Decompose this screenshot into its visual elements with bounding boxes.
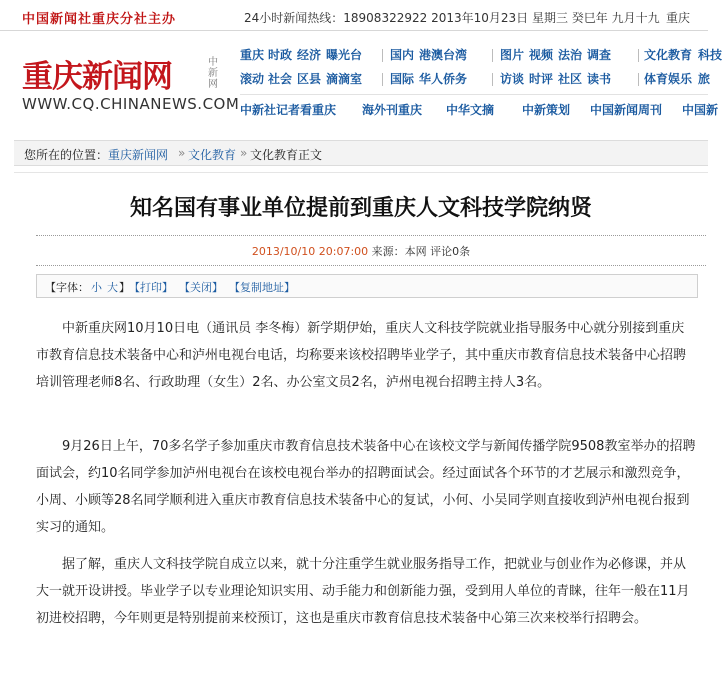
breadcrumb-prefix: 您所在的位置： (24, 148, 109, 162)
article-paragraph: 9月26日上午，70多名学子参加重庆市教育信息技术装备中心在该校文学与新闻传播学院9508教室举办的招聘面试会，约10名同学参加泸州电视台在该校电视台举办的招聘面试会。经过面试各个环节的才艺展示和激烈竞争，小周、小顾等28名同学顺利进入重庆市教育信息技术装备中心的复试，小何、小吴同学则直接收到泸州电视台报到实习的通知。 (36, 439, 696, 535)
close-button[interactable]: 【关闭】 (179, 281, 223, 294)
breadcrumb-section[interactable]: 文化教育 (188, 148, 237, 162)
logo-domain: WWW.CQ.CHINANEWS.COM (22, 95, 240, 113)
nav-divider (638, 73, 639, 86)
nav-item[interactable]: 科技 (698, 48, 722, 62)
breadcrumb-home[interactable]: 重庆新闻网 (108, 148, 169, 162)
feature-link[interactable]: 中新社记者看重庆 (240, 103, 337, 117)
print-button[interactable]: 【打印】 (129, 281, 173, 294)
font-size-close: 】 (119, 281, 130, 294)
article-toolbar (36, 274, 698, 298)
font-size-label: 【字体： (45, 281, 89, 294)
city-weather[interactable]: 重庆 (666, 11, 691, 25)
article-title: 知名国有事业单位提前到重庆人文科技学院纳贤 (129, 196, 592, 221)
logo-sub: 中新网 (208, 57, 218, 90)
nav-item[interactable]: 图片 (500, 48, 525, 62)
breadcrumb-separator: » (240, 146, 248, 160)
breadcrumb (14, 140, 708, 166)
nav-item[interactable]: 国际 (390, 72, 415, 86)
nav-item[interactable]: 文化教育 (644, 48, 693, 62)
site-header (0, 31, 722, 123)
nav-item[interactable]: 调查 (587, 48, 612, 62)
nav-item[interactable]: 滚动 (240, 72, 265, 86)
nav-item[interactable]: 区县 (297, 72, 322, 86)
nav-item[interactable]: 社区 (558, 72, 583, 86)
nav-item[interactable]: 时评 (529, 72, 554, 86)
meta-divider (36, 265, 706, 266)
article-comments[interactable]: 评论0条 (430, 245, 471, 258)
nav-item[interactable]: 重庆 (240, 48, 265, 62)
nav-divider (382, 73, 383, 86)
feature-link[interactable]: 中新策划 (522, 103, 571, 117)
feature-link[interactable]: 中华文摘 (446, 103, 495, 117)
nav-item[interactable]: 经济 (297, 48, 322, 62)
article-paragraph: 据了解，重庆人文科技学院自成立以来，就十分注重学生就业服务指导工作，把就业与创业作为必修课，并从大一就开设讲授。毕业学子以专业理论知识实用、动手能力和创新能力强，受到用人单位的青睐，往年一般在11月初进校招聘，今年则更是特别提前来校预订，这也是重庆市教育信息技术装备中心第三次来校举行招聘会。 (36, 557, 690, 626)
nav-row-2 (240, 70, 711, 88)
nav-item[interactable]: 国内 (390, 48, 415, 62)
feature-link[interactable]: 中国新闻周刊 (590, 103, 663, 117)
site-slogan: 中国新闻社重庆分社主办 (22, 12, 177, 27)
font-small-button[interactable]: 小 (91, 281, 102, 294)
nav-item[interactable]: 曝光台 (326, 48, 363, 62)
breadcrumb-current: 文化教育正文 (250, 148, 323, 162)
nav-item[interactable]: 访谈 (500, 72, 525, 86)
nav-item[interactable]: 时政 (268, 48, 293, 62)
nav-item[interactable]: 社会 (268, 72, 293, 86)
nav-item[interactable]: 视频 (529, 48, 554, 62)
article-container (14, 172, 708, 685)
nav-item[interactable]: 体育娱乐 (644, 72, 693, 86)
logo-name: 重庆新闻网 (22, 59, 172, 95)
nav-item[interactable]: 旅 (698, 72, 711, 86)
nav-item[interactable]: 滴滴室 (326, 72, 363, 86)
hotline-date: 24小时新闻热线：18908322922 2013年10月23日 星期三 癸巳年 九月十九 (244, 11, 660, 25)
feature-link[interactable]: 中国新 (682, 103, 719, 117)
feature-link[interactable]: 海外刊重庆 (362, 103, 423, 117)
nav-divider (492, 49, 493, 62)
article-paragraph: 中新重庆网10月10日电（通讯员 李冬梅）新学期伊始，重庆人文科技学院就业指导服务中心就分别接到重庆市教育信息技术装备中心和泸州电视台电话，均称要来该校招聘毕业学子，其中重庆市教育信息技术装备中心招聘培训管理老师8名、行政助理（女生）2名、办公室文员2名，泸州电视台招聘主持人3名。 (36, 321, 687, 390)
site-logo[interactable] (22, 51, 240, 121)
feature-nav (240, 94, 719, 117)
nav-item[interactable]: 读书 (587, 72, 612, 86)
copy-link-button[interactable]: 【复制地址】 (229, 281, 295, 294)
nav-divider (638, 49, 639, 62)
top-bar (0, 0, 708, 31)
nav-divider (492, 73, 493, 86)
breadcrumb-separator: » (178, 146, 186, 160)
title-divider (36, 235, 706, 236)
article-date: 2013/10/10 20:07:00 (251, 245, 369, 258)
nav-item[interactable]: 法治 (558, 48, 583, 62)
article-meta (14, 243, 708, 259)
article-source: 来源：本网 (371, 245, 427, 258)
nav-item[interactable]: 港澳台湾 (419, 48, 468, 62)
nav-row-1 (240, 46, 722, 64)
font-large-button[interactable]: 大 (107, 281, 118, 294)
nav-divider (382, 49, 383, 62)
nav-item[interactable]: 华人侨务 (419, 72, 468, 86)
